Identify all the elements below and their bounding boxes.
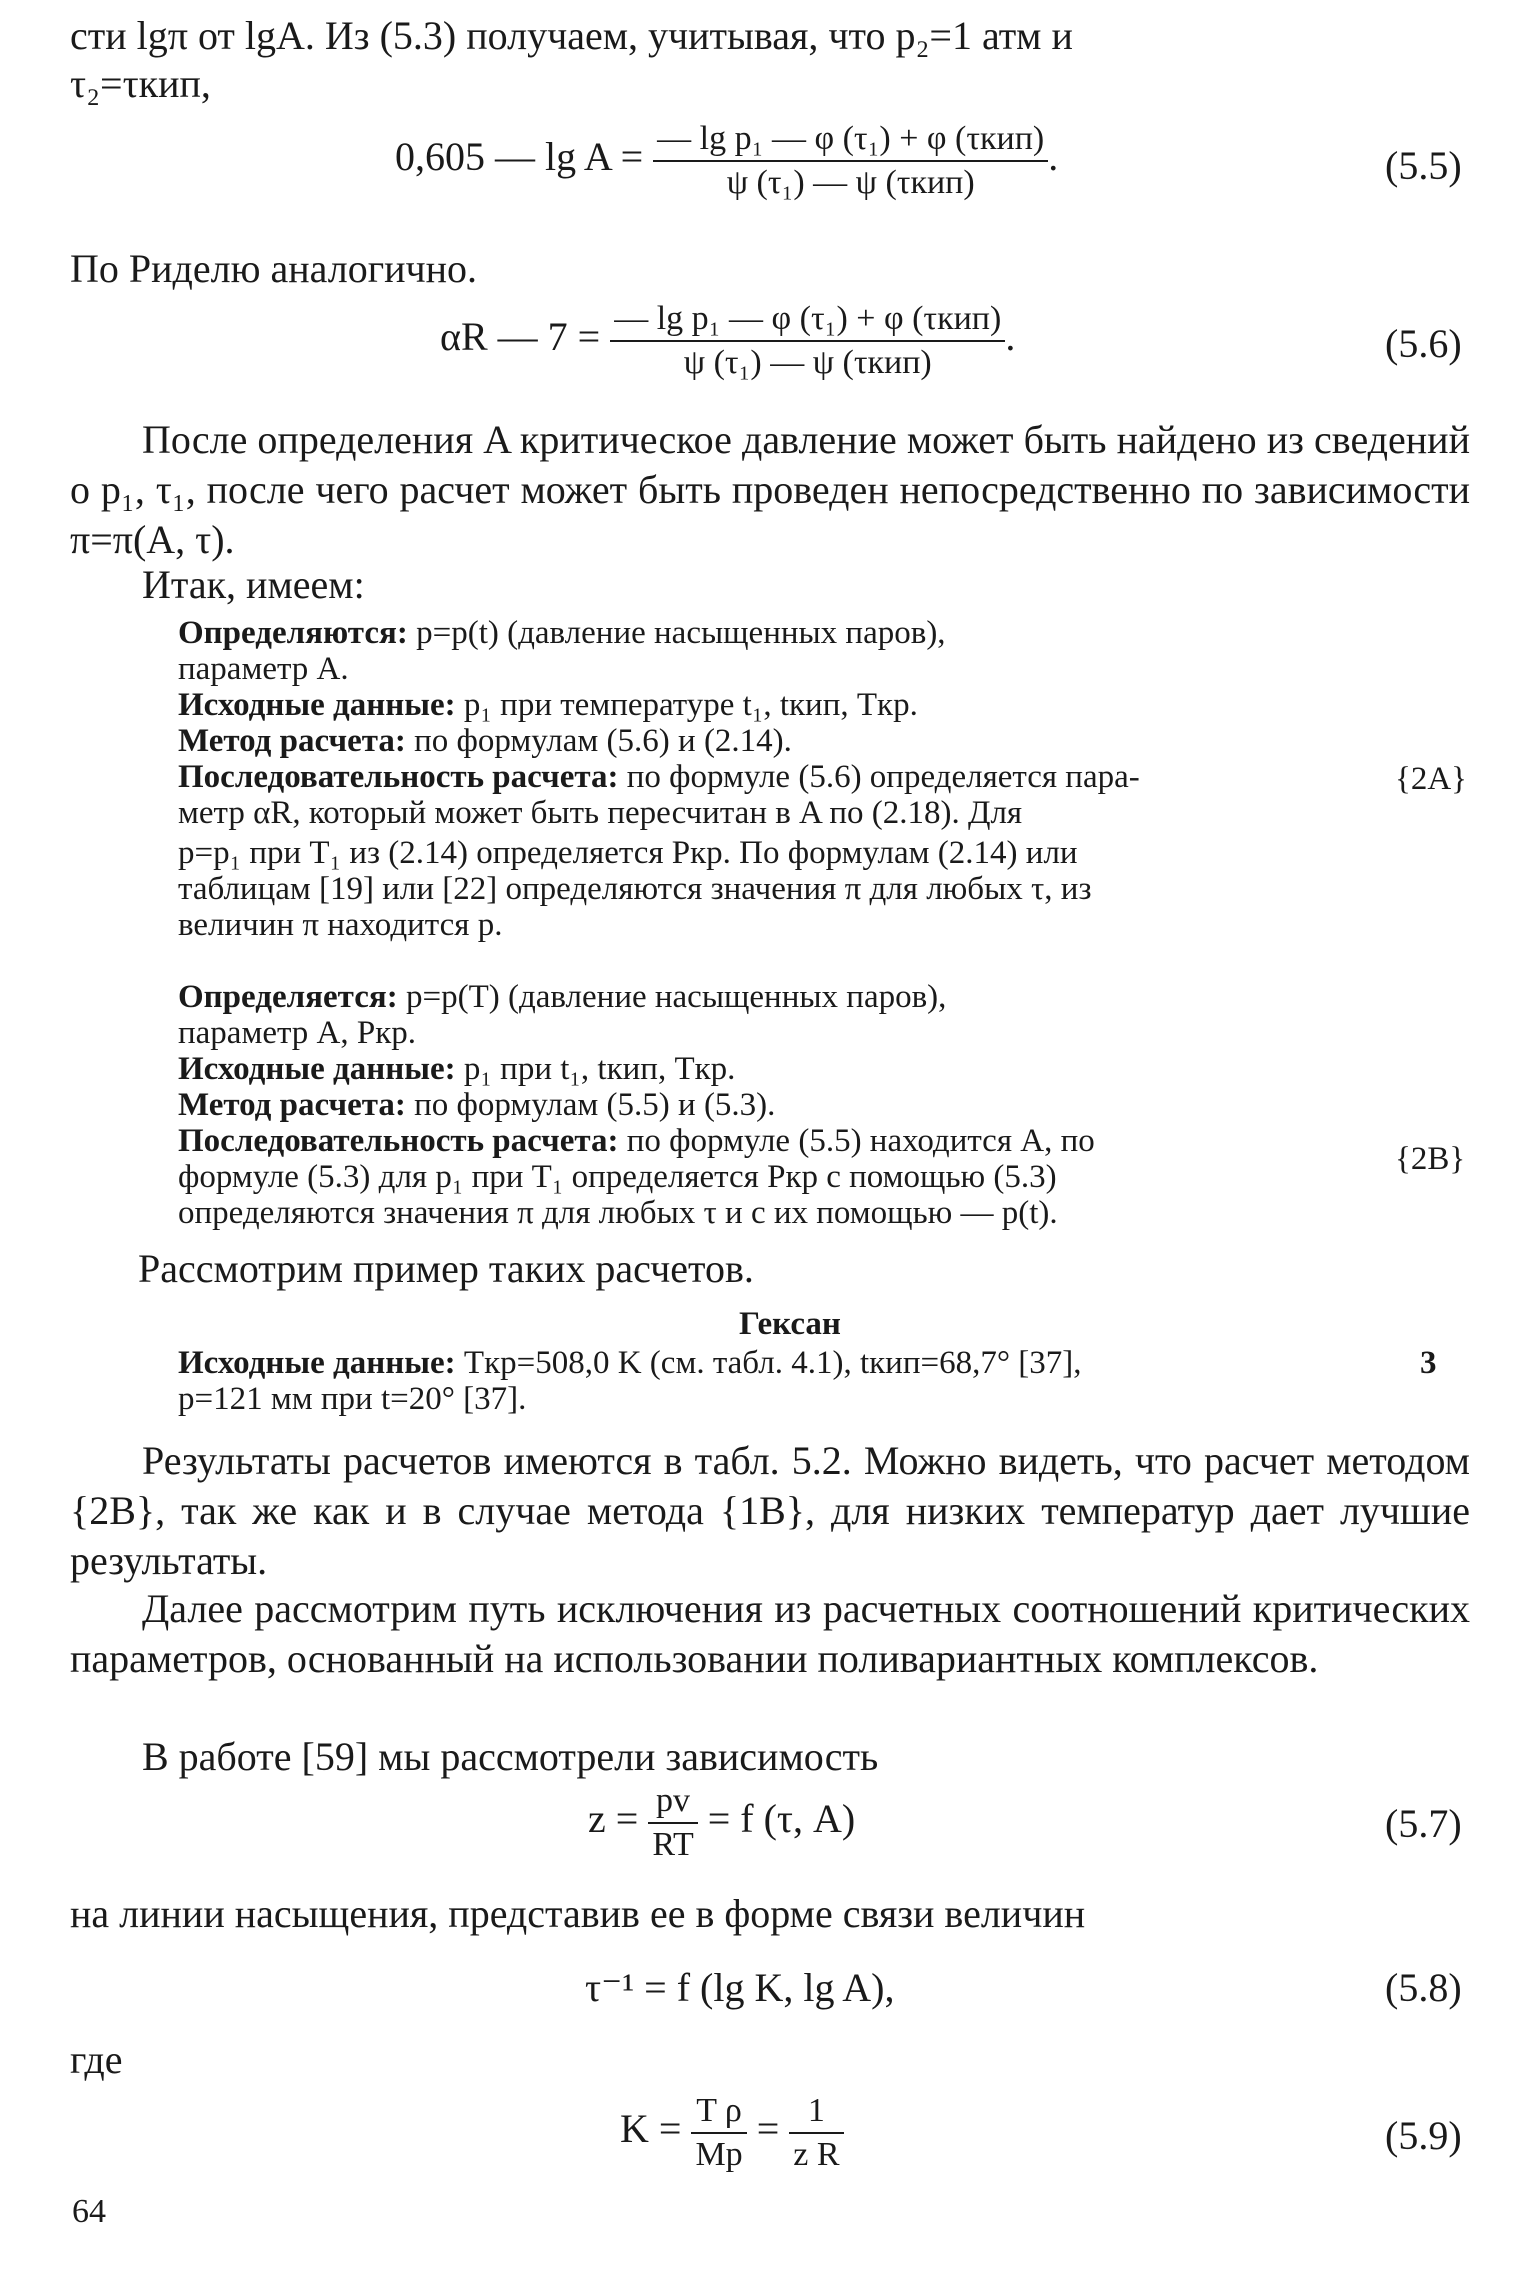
method-line xyxy=(178,758,1140,796)
equation-5-8: τ⁻¹ = f (lg K, lg A), xyxy=(585,1965,895,2010)
method-line: величин π находится p. xyxy=(178,907,503,943)
example-number: 3 xyxy=(1420,1345,1437,1381)
text-line: Рассмотрим пример таких расчетов. xyxy=(138,1246,754,1291)
paragraph: После определения A критическое давление может быть найдено из сведений о p₁, τ₁, после чего расчет может быть проведен непосредственно по зависимости π=π(A, τ). xyxy=(70,417,1470,562)
fraction xyxy=(789,2090,843,2176)
fraction-denominator: z R xyxy=(793,2136,840,2173)
equation-number: (5.6) xyxy=(1385,321,1462,366)
equation-number: (5.8) xyxy=(1385,1965,1462,2010)
label: Метод расчета: xyxy=(178,723,406,759)
text-line: τ₂=τкип, xyxy=(70,61,211,106)
value: по формуле (5.5) находится A, по xyxy=(618,1123,1095,1159)
label: Последовательность расчета: xyxy=(178,1123,619,1159)
value: Tкр=508,0 K (см. табл. 4.1), tкип=68,7° [37], xyxy=(455,1345,1082,1381)
fraction xyxy=(653,118,1048,204)
equation-5-9 xyxy=(620,2090,844,2176)
text-line: где xyxy=(70,2037,123,2082)
equation-dot: . xyxy=(1048,134,1059,180)
example-title: Гексан xyxy=(739,1306,841,1342)
method-line xyxy=(178,614,946,652)
equation-equals: = xyxy=(756,2106,780,2152)
method-line: формуле (5.3) для p₁ при T₁ определяется Pкр с помощью (5.3) xyxy=(178,1159,1057,1195)
method-line xyxy=(178,722,792,760)
text-line: сти lgπ от lgA. Из (5.3) получаем, учитывая, что p₂=1 атм и xyxy=(70,13,1073,58)
equation-number: (5.5) xyxy=(1385,143,1462,188)
fraction-denominator: ψ (τ₁) — ψ (τкип) xyxy=(683,344,932,381)
equation-5-6 xyxy=(440,298,1015,384)
method-tag: {2B} xyxy=(1395,1141,1466,1177)
value: p₁ при t₁, tкип, Tкр. xyxy=(455,1051,736,1087)
method-line xyxy=(178,686,918,724)
equation-lhs: αR — 7 = xyxy=(440,314,601,360)
fraction-denominator: ψ (τ₁) — ψ (τкип) xyxy=(726,164,975,201)
fraction-numerator: T ρ xyxy=(691,2090,746,2134)
value: p=p(t) (давление насыщенных паров), xyxy=(407,615,946,651)
method-line: параметр A. xyxy=(178,651,349,687)
value: p=p(T) (давление насыщенных паров), xyxy=(397,979,947,1015)
label: Исходные данные: xyxy=(178,1345,456,1381)
example-line xyxy=(178,1344,1082,1382)
label: Исходные данные: xyxy=(178,1051,456,1087)
equation-5-7 xyxy=(588,1780,855,1866)
value: по формуле (5.6) определяется пара- xyxy=(618,759,1140,795)
method-line: таблицам [19] или [22] определяются значения π для любых τ, из xyxy=(178,871,1092,907)
paragraph: В работе [59] мы рассмотрели зависимость xyxy=(142,1734,879,1779)
label: Метод расчета: xyxy=(178,1087,406,1123)
text-line: По Риделю аналогично. xyxy=(70,246,478,291)
label: Исходные данные: xyxy=(178,687,456,723)
fraction-denominator: RT xyxy=(652,1826,694,1863)
method-line xyxy=(178,978,946,1016)
fraction xyxy=(610,298,1005,384)
equation-lhs: 0,605 — lg A = xyxy=(395,134,644,180)
value: по формулам (5.6) и (2.14). xyxy=(405,723,792,759)
fraction xyxy=(648,1780,697,1866)
equation-5-5 xyxy=(395,118,1058,204)
fraction-denominator: Mp xyxy=(695,2136,743,2173)
equation-rhs: = f (τ, A) xyxy=(707,1796,856,1842)
value: по формулам (5.5) и (5.3). xyxy=(405,1087,776,1123)
method-line xyxy=(178,1086,775,1124)
equation-dot: . xyxy=(1005,314,1016,360)
fraction-numerator: pv xyxy=(648,1780,697,1824)
method-line: p=p₁ при T₁ из (2.14) определяется Pкр. По формулам (2.14) или xyxy=(178,835,1078,871)
paragraph: Результаты расчетов имеются в табл. 5.2. Можно видеть, что расчет методом {2B}, так же как и в случае метода {1B}, для низких температур дает лучшие результаты. xyxy=(70,1438,1470,1583)
label: Последовательность расчета: xyxy=(178,759,619,795)
fraction-numerator: — lg p₁ — φ (τ₁) + φ (τкип) xyxy=(610,298,1005,342)
paragraph: Далее рассмотрим путь исключения из расчетных соотношений критических параметров, основанный на использовании поливариантных комплексов. xyxy=(70,1586,1470,1681)
paragraph: Итак, имеем: xyxy=(142,562,365,607)
method-line: параметр A, Pкр. xyxy=(178,1015,417,1051)
equation-lhs: z = xyxy=(588,1796,639,1842)
method-line: метр αR, который может быть пересчитан в A по (2.18). Для xyxy=(178,795,1023,831)
value: p₁ при температуре t₁, tкип, Tкр. xyxy=(455,687,918,723)
equation-number: (5.7) xyxy=(1385,1801,1462,1846)
method-line xyxy=(178,1050,735,1088)
fraction xyxy=(691,2090,746,2176)
label: Определяются: xyxy=(178,615,408,651)
equation-number: (5.9) xyxy=(1385,2113,1462,2158)
equation-lhs: K = xyxy=(620,2106,682,2152)
text-line: на линии насыщения, представив ее в форме связи величин xyxy=(70,1891,1086,1936)
fraction-numerator: — lg p₁ — φ (τ₁) + φ (τкип) xyxy=(653,118,1048,162)
method-line: определяются значения π для любых τ и с их помощью — p(t). xyxy=(178,1195,1058,1231)
fraction-numerator: 1 xyxy=(789,2090,843,2134)
page-number: 64 xyxy=(72,2193,106,2230)
example-line: p=121 мм при t=20° [37]. xyxy=(178,1381,527,1417)
label: Определяется: xyxy=(178,979,398,1015)
method-line xyxy=(178,1122,1095,1160)
method-tag: {2A} xyxy=(1395,761,1468,797)
